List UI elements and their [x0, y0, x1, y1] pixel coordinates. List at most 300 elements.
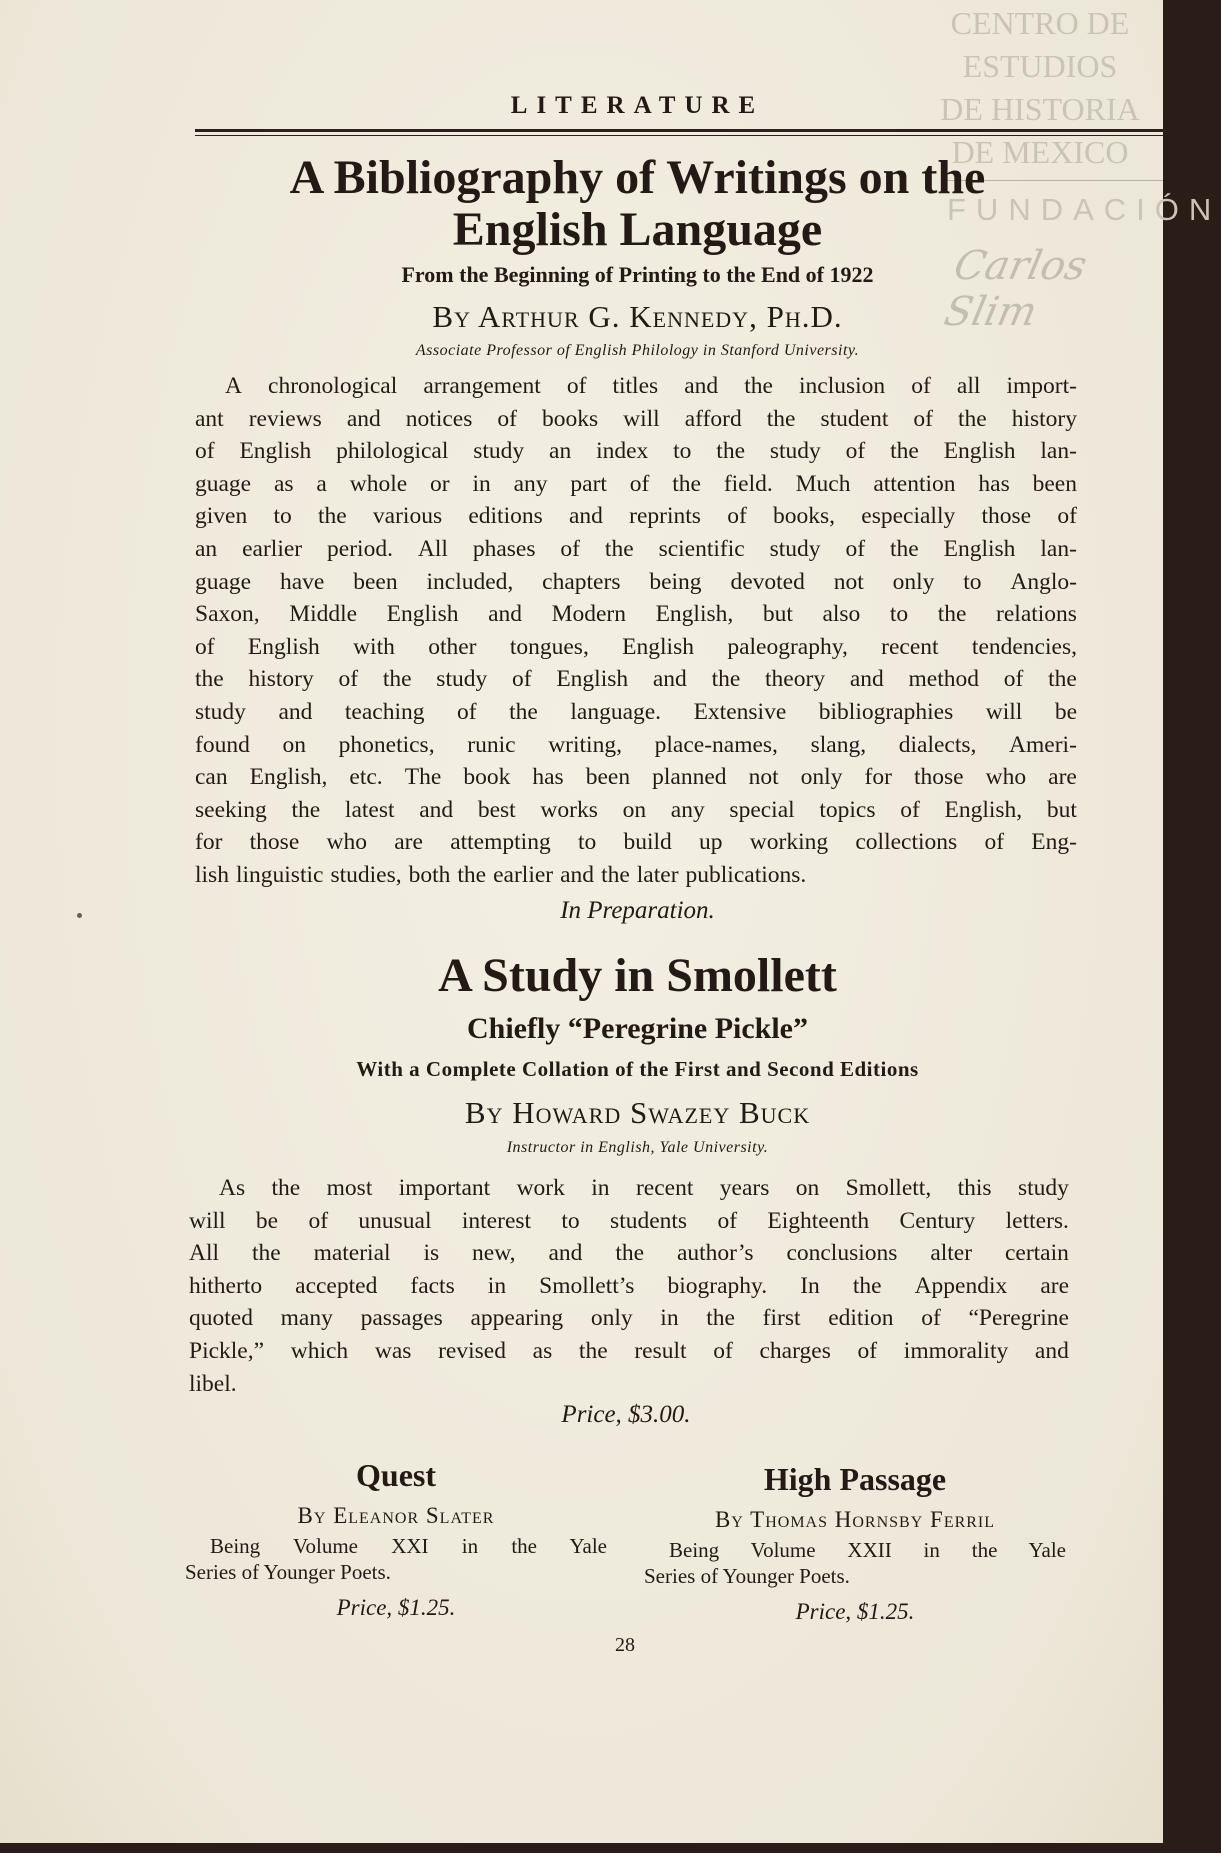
word: have [280, 568, 325, 595]
word: latest [344, 796, 395, 823]
word: to [561, 1207, 580, 1234]
word: index [596, 438, 649, 465]
word: and [1034, 1337, 1069, 1364]
description-line [195, 794, 1077, 827]
watermark-line: DE HISTORIA [940, 91, 1140, 127]
word: passages [360, 1305, 443, 1332]
word: the [601, 861, 630, 888]
word: seeking [195, 796, 267, 823]
header-rule [195, 129, 1163, 132]
word: linguistic [235, 861, 324, 888]
description-line [195, 859, 1077, 892]
word: slang, [810, 731, 867, 758]
word: biography. [667, 1272, 768, 1299]
watermark-signature: Carlos Slim [940, 243, 1091, 335]
word: given [195, 503, 248, 530]
word: study [473, 438, 525, 465]
description-line [189, 1270, 1069, 1303]
word: and [849, 666, 884, 693]
word: years [719, 1175, 770, 1201]
word: of [629, 470, 650, 497]
publication-status: In Preparation. [560, 897, 715, 924]
word: also [822, 601, 861, 628]
word: the [382, 666, 412, 693]
word: certain [1004, 1240, 1069, 1267]
book-author: By Thomas Hornsby Ferril [714, 1507, 996, 1532]
word: an [195, 535, 218, 562]
word: of [195, 633, 215, 660]
word: of [511, 666, 532, 693]
word: the [604, 535, 634, 562]
watermark-fundacion: FUNDACIÓN [947, 192, 1221, 227]
word: Saxon, [195, 601, 260, 628]
page-number: 28 [615, 1634, 635, 1656]
word: author’s [676, 1240, 754, 1267]
word: charges [759, 1337, 831, 1364]
word: All [189, 1240, 220, 1267]
word: of [717, 1207, 738, 1234]
word: method [908, 666, 980, 693]
word: of [338, 666, 359, 693]
word: English, [944, 796, 1023, 823]
word: the [890, 438, 919, 465]
book-description [195, 370, 1077, 892]
word: inclusion [799, 373, 886, 399]
book-author: By Howard Swazey Buck [464, 1095, 811, 1130]
word: facts [410, 1272, 455, 1299]
description-line [195, 826, 1077, 859]
word: letters. [1005, 1207, 1069, 1234]
word: Ameri- [1009, 731, 1077, 758]
word: study [769, 438, 821, 465]
word: the [251, 1240, 281, 1267]
word: new, [472, 1240, 516, 1267]
word: dialects, [898, 731, 977, 758]
word: import- [1006, 373, 1077, 399]
word: English [247, 633, 320, 660]
word: those [249, 829, 300, 856]
word: various [372, 503, 443, 530]
description-line [195, 663, 1077, 696]
description-line [195, 370, 1077, 403]
word: Pickle,” [189, 1337, 265, 1364]
word: of [727, 503, 747, 530]
word: As [219, 1175, 246, 1201]
word: Century [899, 1207, 976, 1234]
word: unusual [358, 1207, 432, 1234]
word: attempting [450, 829, 551, 856]
word: and [488, 601, 522, 628]
word: English, [249, 764, 328, 791]
description-line [195, 566, 1077, 599]
word: the [271, 1175, 301, 1201]
word: of [845, 535, 866, 562]
word: arrangement [423, 373, 541, 399]
description-line [189, 1205, 1069, 1238]
book-description [189, 1172, 1069, 1400]
word: the [578, 1337, 608, 1364]
word: English [622, 633, 694, 660]
word: etc. [349, 764, 383, 791]
description-line [195, 500, 1077, 533]
word: history [248, 666, 314, 693]
word: on [282, 731, 306, 758]
word: afford [684, 405, 742, 432]
word: are [1048, 764, 1077, 791]
word: but [762, 601, 793, 628]
word: hitherto [189, 1272, 263, 1299]
word: many [280, 1305, 333, 1332]
word: runic [467, 731, 516, 758]
word: Middle [289, 601, 358, 628]
word: “Peregrine [968, 1305, 1069, 1332]
word: or [430, 470, 450, 497]
word: earlier [242, 535, 303, 562]
book-title: Quest [356, 1457, 436, 1493]
word: bibliographies [818, 698, 954, 725]
word: edition [828, 1305, 894, 1332]
word: libel. [189, 1370, 237, 1397]
word: the [852, 1272, 882, 1299]
word: the [957, 405, 987, 432]
word: not [748, 764, 779, 791]
word: material [313, 1240, 391, 1267]
book-title: High Passage [763, 1461, 947, 1497]
word: study [195, 698, 246, 725]
word: work [516, 1175, 565, 1201]
word: was [374, 1337, 412, 1364]
word: up [699, 829, 723, 856]
word: both [408, 861, 451, 888]
word: especially [861, 503, 956, 530]
word: in [487, 1272, 507, 1299]
word: English [943, 535, 1016, 562]
word: All [417, 535, 448, 562]
word: Eng- [1031, 829, 1077, 856]
word: The [404, 764, 442, 791]
word: the [716, 438, 746, 465]
description-line [195, 696, 1077, 729]
word: who [326, 829, 367, 856]
book-note: Being Volume XXI in the Yale [210, 1534, 607, 1558]
word: reviews [248, 405, 322, 432]
word: theory [765, 666, 826, 693]
watermark-line: ESTUDIOS [962, 48, 1118, 84]
word: and [652, 666, 687, 693]
word: and [419, 796, 454, 823]
word: will [985, 698, 1023, 725]
word: the [937, 601, 967, 628]
word: immorality [903, 1337, 1009, 1364]
word: the [744, 373, 773, 399]
word: as [273, 470, 294, 497]
description-line [189, 1368, 1069, 1401]
word: only [892, 568, 935, 595]
word: this [957, 1175, 992, 1201]
word: writing, [548, 731, 622, 758]
word: the [766, 405, 796, 432]
word: of [900, 796, 920, 823]
word: to [963, 568, 982, 595]
word: included, [426, 568, 514, 595]
word: any [513, 470, 548, 497]
word: with [353, 633, 395, 660]
word: the [317, 503, 347, 530]
book-price: Price, $1.25. [795, 1599, 915, 1624]
word: but [1046, 796, 1077, 823]
watermark-line: DE MEXICO [951, 134, 1129, 170]
word: earlier [493, 861, 554, 888]
word: the [706, 1305, 735, 1332]
word: is [423, 1240, 440, 1267]
book-high-passage [644, 1459, 1066, 1625]
word: which [290, 1337, 349, 1364]
word: and [684, 373, 719, 399]
word: in [472, 470, 491, 497]
word: In [800, 1272, 820, 1299]
word: A [225, 373, 242, 399]
description-line [195, 729, 1077, 762]
word: relations [996, 601, 1077, 628]
word: English, [655, 601, 734, 628]
description-line [195, 598, 1077, 631]
word: who [985, 764, 1027, 791]
word: chapters [542, 568, 621, 595]
word: English [386, 601, 459, 628]
word: of [560, 535, 580, 562]
book-note: Being Volume XXII in the Yale [669, 1538, 1066, 1562]
word: field. [723, 470, 773, 497]
word: lan- [1040, 438, 1077, 465]
word: alter [930, 1240, 973, 1267]
word: part [570, 470, 607, 497]
word: as [532, 1337, 553, 1364]
word: the [291, 796, 321, 823]
word: revised [438, 1337, 506, 1364]
word: the [672, 470, 701, 497]
word: accepted [295, 1272, 378, 1299]
word: tendencies, [971, 633, 1077, 660]
word: found [195, 731, 250, 758]
word: later [636, 861, 679, 888]
word: student [820, 405, 889, 432]
word: been [585, 764, 631, 791]
watermark-line: CENTRO DE [950, 5, 1130, 41]
watermark-centro [930, 2, 1150, 174]
word: students [610, 1207, 688, 1234]
book-price: Price, $1.25. [336, 1595, 456, 1620]
book-subtitle-secondary: With a Complete Collation of the First and Second Editions [356, 1057, 919, 1081]
header-rule [195, 135, 1163, 136]
word: the [195, 666, 224, 693]
book-title: A Study in Smollett [438, 949, 837, 1002]
word: of [497, 405, 517, 432]
word: English [239, 438, 312, 465]
word: the [615, 1240, 645, 1267]
description-line [189, 1172, 1069, 1205]
word: notices [405, 405, 473, 432]
word: English [556, 666, 629, 693]
word: titles [612, 373, 659, 399]
word: and [569, 503, 603, 530]
word: and [560, 861, 595, 888]
word: the [711, 666, 741, 693]
word: of [457, 698, 477, 725]
word: English [943, 438, 1016, 465]
word: has [978, 470, 1010, 497]
word: of [713, 1337, 733, 1364]
word: and [346, 405, 381, 432]
word: whole [349, 470, 408, 497]
book-author: By Eleanor Slater [297, 1503, 495, 1528]
word: a [316, 470, 327, 497]
word: study [436, 666, 488, 693]
word: on [795, 1175, 820, 1201]
word: the [509, 698, 538, 725]
word: in [591, 1175, 610, 1201]
word: topics [819, 796, 876, 823]
word: to [673, 438, 692, 465]
word: for [195, 829, 223, 856]
word: works [540, 796, 598, 823]
word: in [660, 1305, 679, 1332]
word: recent [635, 1175, 694, 1201]
word: result [634, 1337, 687, 1364]
word: those [913, 764, 964, 791]
description-line [195, 468, 1077, 501]
word: to [273, 503, 292, 530]
word: be [255, 1207, 279, 1234]
word: phases [472, 535, 536, 562]
word: of [984, 829, 1005, 856]
word: books, [773, 503, 836, 530]
word: Appendix [914, 1272, 1008, 1299]
book-subtitle: Chiefly “Peregrine Pickle” [466, 1012, 808, 1045]
word: period. [327, 535, 393, 562]
word: scientific [658, 535, 745, 562]
word: build [623, 829, 672, 856]
word: lish [195, 861, 229, 888]
word: on [622, 796, 647, 823]
description-line [195, 631, 1077, 664]
word: editions [468, 503, 543, 530]
word: lan- [1040, 535, 1077, 562]
word: language. [570, 698, 662, 725]
word: all [956, 373, 981, 399]
word: studies, [330, 861, 402, 888]
word: for [864, 764, 892, 791]
word: phonetics, [338, 731, 435, 758]
word: will [623, 405, 660, 432]
word: study [1017, 1175, 1069, 1201]
word: quoted [189, 1305, 253, 1332]
word: special [729, 796, 795, 823]
word: has [532, 764, 564, 791]
book-note: Series of Younger Poets. [644, 1564, 850, 1588]
word: attention [873, 470, 956, 497]
word: of [911, 373, 931, 399]
word: Smollett, [845, 1175, 932, 1201]
book-note: Series of Younger Poets. [185, 1560, 391, 1584]
word: are [394, 829, 423, 856]
word: any [670, 796, 705, 823]
book-title: English Language [452, 203, 823, 256]
book-title: A Bibliography of Writings on the [289, 151, 986, 204]
word: first [762, 1305, 801, 1332]
word: only [800, 764, 843, 791]
book-author: By Arthur G. Kennedy, Ph.D. [432, 299, 843, 334]
word: of [857, 1337, 878, 1364]
book-price: Price, $3.00. [561, 1401, 691, 1428]
description-line [189, 1335, 1069, 1368]
word: working [749, 829, 829, 856]
word: Modern [551, 601, 626, 628]
description-line [189, 1302, 1069, 1335]
word: teaching [344, 698, 425, 725]
word: Smollett’s [539, 1272, 635, 1299]
word: of [308, 1207, 329, 1234]
word: of [1057, 503, 1077, 530]
word: an [549, 438, 572, 465]
section-header: LITERATURE [510, 92, 765, 119]
word: Eighteenth [767, 1207, 870, 1234]
description-line [195, 533, 1077, 566]
word: appearing [470, 1305, 564, 1332]
word: devoted [730, 568, 805, 595]
word: to [577, 829, 597, 856]
word: paleography, [727, 633, 848, 660]
author-affiliation: Instructor in English, Yale University. [506, 1139, 769, 1156]
description-line [195, 761, 1077, 794]
word: of [921, 1305, 941, 1332]
word: and [278, 698, 313, 725]
paper-speck [77, 913, 82, 918]
word: chronological [268, 373, 398, 399]
word: study [769, 535, 821, 562]
word: planned [652, 764, 727, 791]
author-affiliation: Associate Professor of English Philology in Stanford University. [415, 342, 860, 359]
word: reprints [629, 503, 701, 530]
word: only [590, 1305, 633, 1332]
word: conclusions [786, 1240, 898, 1267]
word: tongues, [509, 633, 589, 660]
word: to [889, 601, 909, 628]
word: of [1003, 666, 1024, 693]
word: history [1011, 405, 1077, 432]
description-line [195, 435, 1077, 468]
word: place-names, [654, 731, 778, 758]
word: been [1032, 470, 1077, 497]
word: can [195, 764, 228, 791]
word: not [833, 568, 864, 595]
word: of [195, 438, 215, 465]
word: of [845, 438, 866, 465]
word: and [548, 1240, 583, 1267]
word: philological [336, 438, 449, 465]
word: the [1048, 666, 1077, 693]
word: the [457, 861, 487, 888]
word: Extensive [693, 698, 787, 725]
word: most [326, 1175, 373, 1201]
word: Much [795, 470, 851, 497]
description-line [195, 403, 1077, 436]
word: important [398, 1175, 491, 1201]
word: books [541, 405, 599, 432]
word: those [981, 503, 1032, 530]
word: guage [195, 470, 252, 497]
word: ant [195, 405, 224, 432]
word: guage [195, 568, 252, 595]
